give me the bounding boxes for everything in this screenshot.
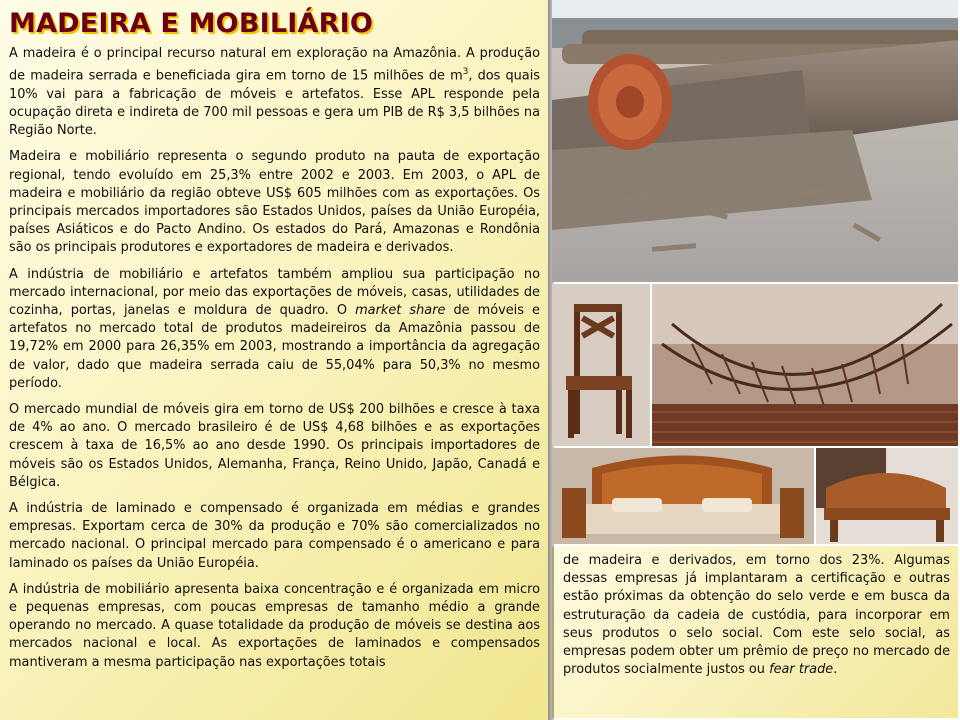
paragraph-certification-text-b: . [833, 662, 838, 678]
photo-logs-yard [552, 0, 958, 282]
paragraph-furniture-text-b: de móveis e artefatos no mercado total de produtos madeireiros da Amazônia passou de 19,72% em 2000 para 26,35% em 2003, mostrando a importância da agregação de valor, dado que madeira serrada caiu de 55,04% para 50,3% no mesmo período. [9, 302, 540, 391]
paragraph-exports: Madeira e mobiliário representa o segundo produto na pauta de exportação regional, tendo evoluído em 25,3% entre 2002 e 2003. Em 2003, o APL de madeira e mobiliário da região obteve US$ 605 milhões com as exportações. Os principais mercados importadores são Estados Unidos, países da União Européia, países Asiáticos e do Pacto Andino. Os estados do Pará, Amazonas e Rondônia são os principais produtores e exportadores de madeira e derivados. [9, 149, 540, 256]
page-title: MADEIRA E MOBILIÁRIO [9, 8, 373, 39]
photo-chair [552, 284, 650, 446]
paragraph-wood-production [9, 45, 540, 140]
paragraph-furniture-text-a: A indústria de mobiliário e artefatos também ampliou sua participação no mercado internacional, por meio das exportações de móveis, casas, utilidades de cozinha, portas, janelas e moldura de quadro. O [9, 266, 540, 318]
paragraph-certification [563, 552, 950, 679]
photo-bench [816, 448, 958, 544]
paragraph-world-market: O mercado mundial de móveis gira em torno de US$ 200 bilhões e cresce à taxa de 4% ao ano. O mercado brasileiro é de US$ 4,68 bilhões e as exportações crescem à taxa de 16,5% ao ano desde 1990. Os principais importadores de móveis são os Estados Unidos, Alemanha, França, Reino Unido, Japão, Canadá e Bélgica. [9, 401, 540, 490]
paragraph-certification-text-a: de madeira e derivados, em torno dos 23%. Algumas dessas empresas já implantaram a certificação e outras estão próximas da obtenção do selo verde e em busca da estruturação da cadeia de custódia, para incorporar em seus produtos o selo social. Com este selo social, as empresas podem obter um prêmio de preço no mercado de produtos socialmente justos ou [563, 553, 950, 678]
fear-trade-term: fear trade [769, 662, 834, 678]
paragraph-wood-production-text-a: A madeira é o principal recurso natural em exploração na Amazônia. A produção de madeira serrada e beneficiada gira em torno de 15 milhões de m [9, 46, 540, 84]
photo-bed [552, 448, 814, 544]
paragraph-furniture-structure: A indústria de mobiliário apresenta baixa concentração e é organizada em micro e pequenas empresas, com poucas empresas de tamanho médio a grande operando no mercado. A quase totalidade da produção de móveis se destina aos mercados nacional e local. As exportações de laminados e compensados mantiveram a mesma participação nas exportações totais [9, 581, 540, 670]
paragraph-furniture-industry [9, 266, 540, 393]
cubic-superscript: 3 [462, 67, 469, 78]
paragraph-laminate: A indústria de laminado e compensado é organizada em médias e grandes empresas. Exportam cerca de 30% da produção e 70% são comercializados no mercado nacional. O principal mercado para compensado é o americano e para laminado os países da União Européia. [9, 500, 540, 571]
continuation-text-box [552, 546, 958, 718]
photo-lounge [652, 284, 958, 446]
market-share-term: market share [355, 302, 446, 318]
paragraph-wood-production-text-b: , dos quais 10% vai para a fabricação de móveis e artefatos. Esse APL responde pela ocupação direta e indireta de 700 mil pessoas e gera um PIB de R$ 3,5 bilhões na Região Norte. [9, 68, 540, 139]
